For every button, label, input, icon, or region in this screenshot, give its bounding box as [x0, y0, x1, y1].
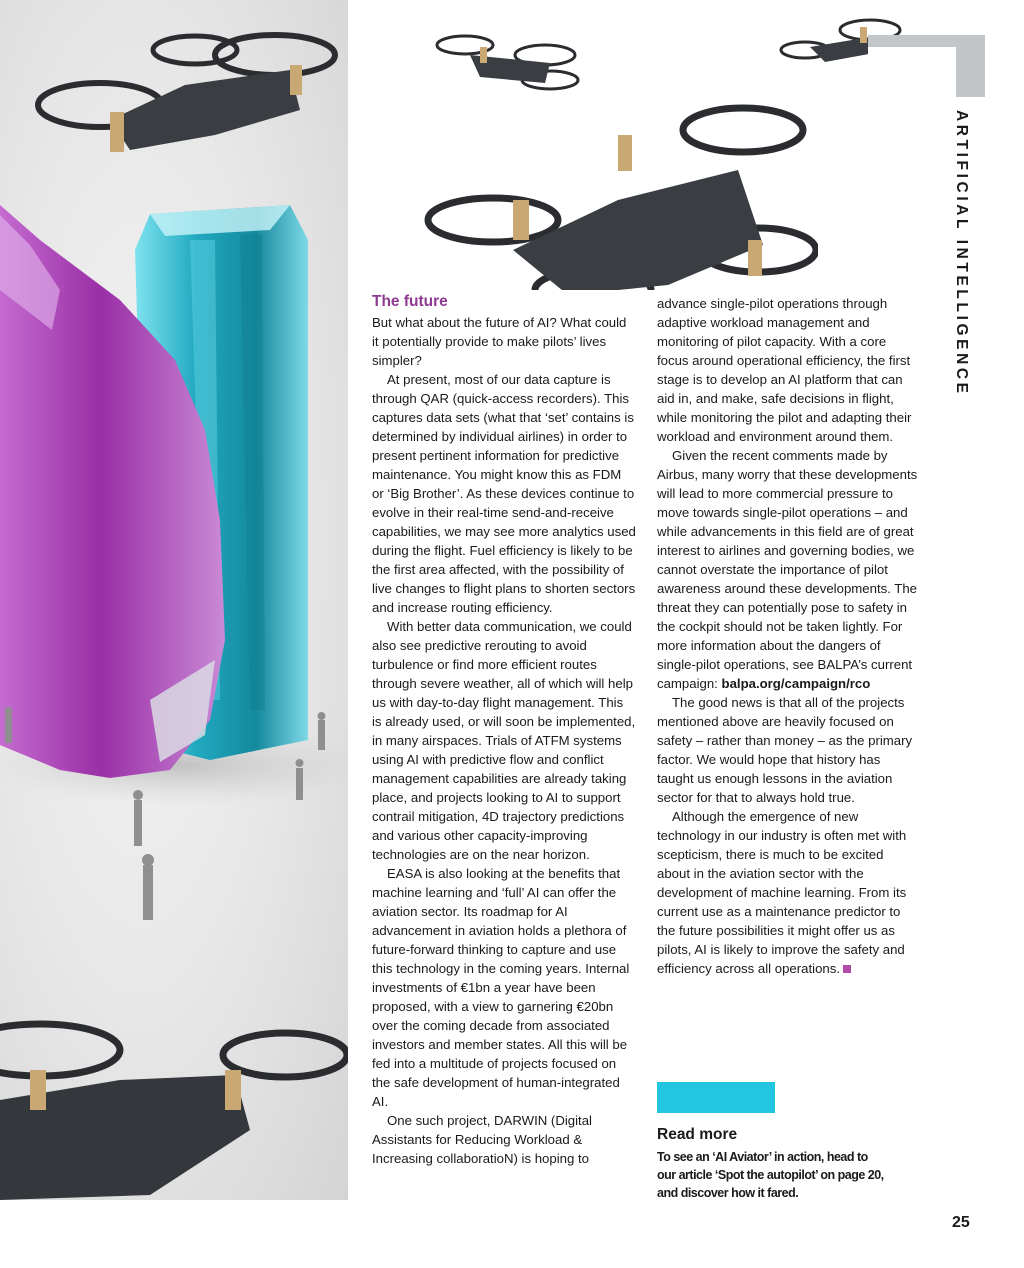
paragraph: But what about the future of AI? What could it potentially provide to make pilots’ lives simpler? [372, 315, 627, 368]
read-more-body: To see an ‘AI Aviator’ in action, head to our article ‘Spot the autopilot’ on page 20, and discover how it fared. [657, 1150, 884, 1200]
drone-icon [418, 90, 818, 290]
read-more-accent-bar [657, 1082, 775, 1113]
section-heading: The future [372, 293, 448, 310]
read-more-title: Read more [657, 1126, 738, 1143]
corner-tab-notch [868, 47, 956, 97]
ai-illustration [0, 0, 348, 1200]
article-column-1 [372, 292, 636, 1168]
paragraph: advance single-pilot operations through adaptive workload management and monitoring of pilot capacity. With a core focus around operational efficiency, the first stage is to develop an AI platform that can aid in, and make, safe decisions in flight, while monitoring the pilot and adapting their workload and environment around them. [657, 296, 912, 444]
paragraph: One such project, DARWIN (Digital Assistants for Reducing Workload & Increasing collaboratioN) is hoping to [372, 1113, 592, 1166]
ai-letters-illustration [0, 0, 348, 1200]
page-number: 25 [952, 1214, 970, 1231]
paragraph: The good news is that all of the projects mentioned above are heavily focused on safety – rather than money – as the primary factor. We would hope that history has taught us enough lessons in the aviation sector for that to always hold true. [657, 695, 913, 805]
drone-icon [0, 1024, 347, 1200]
paragraph: With better data communication, we could also see predictive rerouting to avoid turbulence or find more efficient routes through severe weather, all of which will help us with day-to-day flight management. This is already used, or will soon be implemented, in many airspaces. Trials of ATFM systems using AI with predictive flow and conflict management capabilities are already taking place, and projects looking to AI to support contrail mitigation, 4D trajectory predictions and various other capacity-improving technologies are on the near horizon. [372, 619, 636, 862]
campaign-link[interactable]: balpa.org/campaign/rco [721, 676, 871, 691]
paragraph: Given the recent comments made by Airbus, many worry that these developments will lead to more commercial pressure to move towards single-pilot operations – and while advancements in this field are of great interest to airlines and governing bodies, we cannot overstate the importance of pilot awareness around these developments. The threat they can potentially pose to safety in the cockpit should not be taken lightly. For more information about the dangers of single-pilot operations, see BALPA’s current campaign: balpa.org/campaign/rco [657, 448, 918, 691]
drone-icon [420, 25, 590, 95]
paragraph: EASA is also looking at the benefits that machine learning and ‘full’ AI can offer the aviation sector. Its roadmap for AI advancement in aviation holds a plethora of future-forward thinking to capture and use this technology in the coming years. Internal investments of €1bn a year have been proposed, with a view to garnering €20bn over the coming decade from associated investors and member states. All this will be fed into a multitude of projects focused on the safe development of human-integrated AI. [372, 866, 630, 1109]
article-column-2 [657, 294, 919, 978]
end-mark-icon [843, 965, 851, 973]
paragraph: At present, most of our data capture is through QAR (quick-access recorders). This captures data sets (what that ‘set’ contains is determined by individual airlines) in order to present pertinent information for predictive maintenance. You might know this as FDM or ‘Big Brother’. As these devices continue to evolve in their real-time send-and-receive capabilities, we may see more analytics used during the flight. Fuel efficiency is likely to be the first area affected, with the possibility of live changes to flight plans to shorten sectors and increase routing efficiency. [372, 372, 636, 615]
paragraph: Although the emergence of new technology in our industry is often met with scepticism, there is much to be excited about in the aviation sector with the development of machine learning. From its current use as a maintenance predictor to the future possibilities it might offer us as pilots, AI is likely to improve the safety and efficiency across all operations. [657, 809, 907, 976]
drone-icon [38, 35, 335, 152]
section-label: ARTIFICIAL INTELLIGENCE [953, 110, 970, 397]
